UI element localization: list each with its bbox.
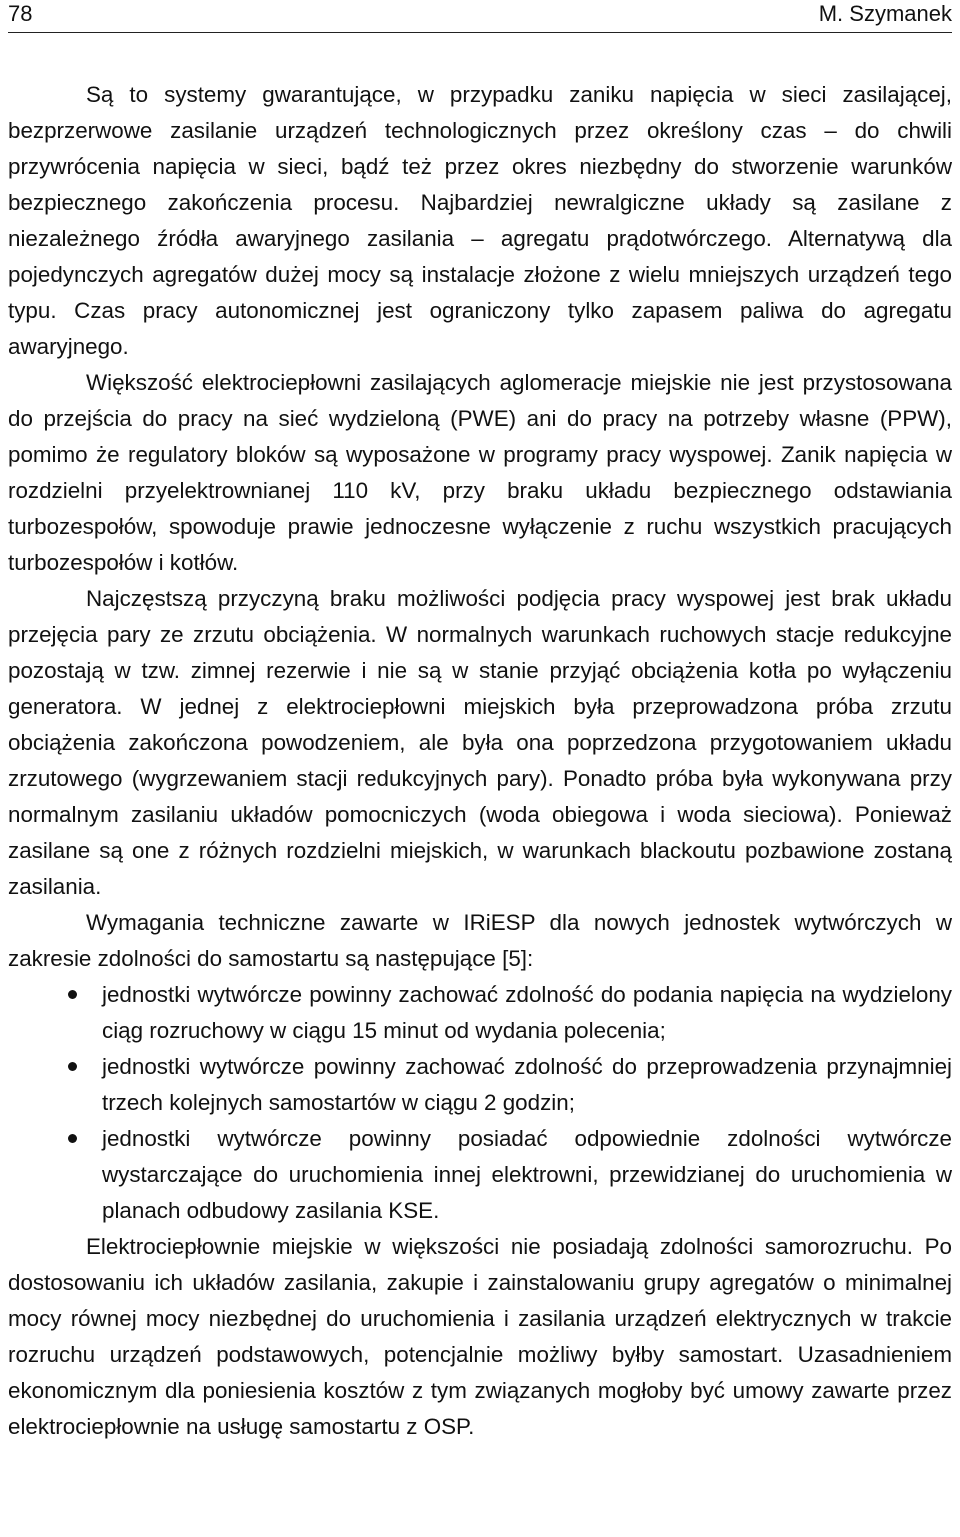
- running-author: M. Szymanek: [818, 1, 952, 26]
- paragraph-ups-systems: Są to systemy gwarantujące, w przypadku zaniku napięcia w sieci zasilającej, bezprzerwowe zasilanie urządzeń technologicznych przez określony czas – do chwili przywrócenia napięcia w sieci, bądź też przez okres niezbędny do stworzenie warunków bezpiecznego zakończenia procesu. Najbardziej newralgiczne układy są zasilane z niezależnego źródła awaryjnego zasilania – agregatu prądotwórczego. Alternatywą dla pojedynczych agregatów dużej mocy są instalacje złożone z wielu mniejszych urządzeń tego typu. Czas pracy autonomicznej jest ograniczony tylko zapasem paliwa do agregatu awaryjnego.: [8, 82, 952, 359]
- paragraph-chp-plants: Większość elektrociepłowni zasilających aglomeracje miejskie nie jest przystosowana do przejścia do pracy na sieć wydzieloną (PWE) ani do pracy na potrzeby własne (PPW), pomimo że regulatory bloków są wyposażone w programy pracy wyspowej. Zanik napięcia w rozdzielni przyelektrownianej 110 kV, przy braku układu bezpiecznego odstawiania turbozespołów, spowoduje prawie jednoczesne wyłączenie z ruchu wszystkich pracujących turbozespołów i kotłów.: [8, 370, 952, 575]
- requirements-list: [8, 977, 952, 1229]
- paragraph-iriesp-requirements: Wymagania techniczne zawarte w IRiESP dla nowych jednostek wytwórczych w zakresie zdolności do samostartu są następujące [5]:: [8, 910, 952, 971]
- list-item: [8, 1121, 952, 1229]
- body-text: [8, 77, 952, 1445]
- paragraph-island-operation: Najczęstszą przyczyną braku możliwości podjęcia pracy wyspowej jest brak układu przejęcia pary ze zrzutu obciążenia. W normalnych warunkach ruchowych stacje redukcyjne pozostają w tzw. zimnej rezerwie i nie są w stanie przyjąć obciążenia kotła po wyłączeniu generatora. W jednej z elektrociepłowni miejskich była przeprowadzona próba zrzutu obciążenia zakończona powodzeniem, ale była ona poprzedzona przygotowaniem układu zrzutowego (wygrzewaniem stacji redukcyjnych pary). Ponadto próba była wykonywana przy normalnym zasilaniu układów pomocniczych (woda obiegowa i woda sieciowa). Ponieważ zasilane są one z różnych rozdzielni miejskich, w warunkach blackoutu pozbawione zostaną zasilania.: [8, 586, 952, 899]
- list-item-text: jednostki wytwórcze powinny zachować zdolność do podania napięcia na wydzielony ciąg rozruchowy w ciągu 15 minut od wydania polecenia;: [102, 982, 952, 1043]
- bullet-icon: [68, 990, 77, 999]
- paragraph-black-start: Elektrociepłownie miejskie w większości nie posiadają zdolności samorozruchu. Po dostosowaniu ich układów zasilania, zakupie i zainstalowaniu grupy agregatów o minimalnej mocy równej mocy niezbędnej do uruchomienia i zasilania urządzeń elektrycznych w trakcie rozruchu urządzeń podstawowych, potencjalnie możliwy byłby samostart. Uzasadnieniem ekonomicznym dla poniesienia kosztów z tym związanych mogłoby być umowy zawarte przez elektrociepłownie na usługę samostartu z OSP.: [8, 1234, 952, 1439]
- bullet-icon: [68, 1134, 77, 1143]
- list-item: [8, 977, 952, 1049]
- list-item-text: jednostki wytwórcze powinny posiadać odpowiednie zdolności wytwórcze wystarczające do uruchomienia innej elektrowni, przewidzianej do uruchomienia w planach odbudowy zasilania KSE.: [102, 1126, 952, 1223]
- page-header: [8, 0, 952, 33]
- list-item-text: jednostki wytwórcze powinny zachować zdolność do przeprowadzenia przynajmniej trzech kolejnych samostartów w ciągu 2 godzin;: [102, 1054, 952, 1115]
- page-number: 78: [8, 1, 33, 26]
- bullet-icon: [68, 1062, 77, 1071]
- list-item: [8, 1049, 952, 1121]
